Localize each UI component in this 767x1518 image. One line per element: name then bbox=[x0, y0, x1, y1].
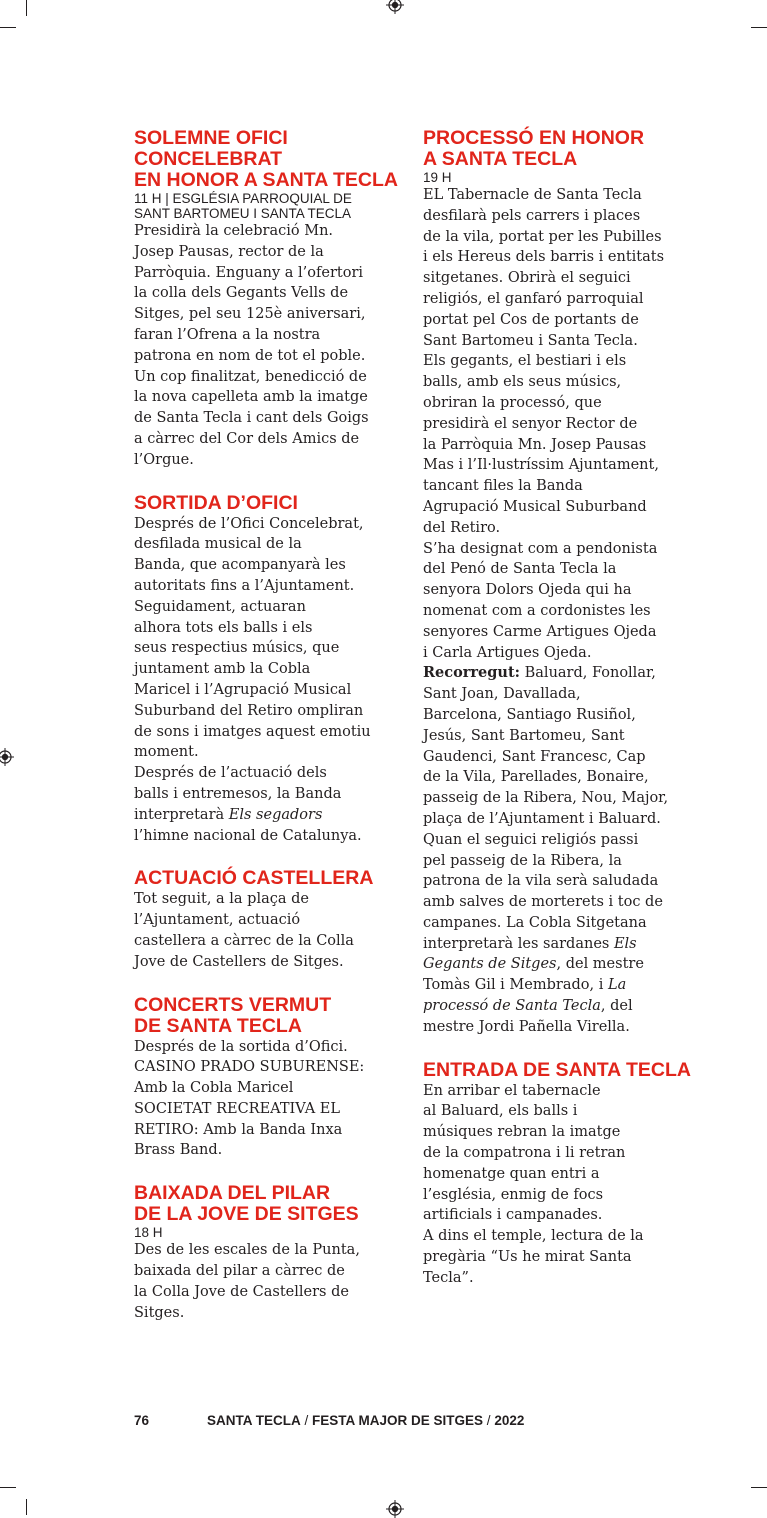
section-title: SORTIDA D’OFICI bbox=[134, 491, 298, 514]
crop-mark bbox=[0, 1487, 16, 1488]
crop-mark bbox=[26, 1499, 27, 1515]
section-sortida-ofici bbox=[134, 493, 402, 847]
right-column bbox=[423, 128, 698, 1289]
left-column bbox=[134, 128, 402, 1323]
section-actuacio-castellera bbox=[134, 868, 402, 972]
section-body: Presidirà la celebració Mn. Josep Pausas, rector de la Parròquia. Enguany a l’ofertori la colla dels Gegants Vells de Sitges, pel seu 125è aniversari, faran l’Ofrena a la nostra patrona en nom de tot el poble. Un cop finalitzat, benedicció de la nova capelleta amb la imatge de Santa Tecla i cant dels Goigs a càrrec del Cor dels Amics de l’Orgue. bbox=[134, 223, 369, 468]
section-body: En arribar el tabernacle al Baluard, els balls i músiques rebran la imatge de la compatrona i li retran homenatge quan entri a l’església, enmig de focs artificials i campanades. A dins el temple, lectura de la pregària “Us he mirat Santa Tecla”. bbox=[423, 1082, 644, 1286]
section-title: ACTUACIÓ CASTELLERA bbox=[134, 867, 374, 890]
registration-mark-icon bbox=[386, 1500, 404, 1518]
crop-mark bbox=[751, 1487, 767, 1488]
section-time-location: 11 H | ESGLÉSIA PARROQUIAL DE SANT BARTOMEU I SANTA TECLA bbox=[134, 191, 352, 221]
section-body: EL Tabernacle de Santa Tecla desfilarà pels carrers i places de la vila, portat per les Pubilles i els Hereus dels barris i entitats sitgetanes. Obrirà el seguici religiós, el ganfaró parroquial portat pel Cos de portants de Sant Bartomeu i Santa Tecla. Els gegants, el bestiari i els balls, amb els seus músics, obriran la processó, que presidirà el senyor Rector de la Parròquia Mn. Josep Pausas Mas i l’Il·lustríssim Ajuntament, tancant files la Banda Agrupació Musical Suburband del Retiro. S’ha designat com a pendonista del Penó de Santa Tecla la senyora Dolors Ojeda qui ha nomenat com a cordonistes les senyores Carme Artigues Ojeda i Carla Artigues Ojeda. Recorregut: Baluard, Fonollar, Sant Joan, Davallada, Barcelona, Santiago Rusiñol, Jesús, Sant Bartomeu, Sant Gaudenci, Sant Francesc, Cap de la Vila, Parellades, Bonaire, passeig de la Ribera, Nou, Major, plaça de l’Ajuntament i Baluard. Quan el seguici religiós passi pel passeig de la Ribera, la patrona de la vila serà saludada amb salves de morterets i toc de campanes. La Cobla Sitgetana interpretarà les sardanes Els Gegants de Sitges, del mestre Tomàs Gil i Membrado, i La processó de Santa Tecla, del mestre Jordi Pañella Virella. bbox=[423, 187, 669, 1035]
section-title: BAIXADA DEL PILAR DE LA JOVE DE SITGES bbox=[134, 1182, 359, 1226]
footer-subtitle: FESTA MAJOR DE SITGES bbox=[312, 1413, 484, 1428]
section-title: ENTRADA DE SANTA TECLA bbox=[423, 1058, 691, 1081]
section-title: SOLEMNE OFICI CONCELEBRAT EN HONOR A SANTA TECLA bbox=[134, 127, 398, 191]
section-body: Després de la sortida d’Ofici. CASINO PRADO SUBURENSE: Amb la Cobla Maricel SOCIETAT RECREATIVA EL RETIRO: Amb la Banda Inxa Brass Band. bbox=[134, 1038, 365, 1159]
section-processo bbox=[423, 128, 698, 1038]
section-title: CONCERTS VERMUT DE SANTA TECLA bbox=[134, 993, 332, 1037]
page-footer: 76 SANTA TECLA / FESTA MAJOR DE SITGES / 2022 bbox=[134, 1413, 525, 1428]
section-body: Tot seguit, a la plaça de l’Ajuntament, actuació castellera a càrrec de la Colla Jove de Castellers de Sitges. bbox=[134, 891, 354, 970]
crop-mark bbox=[751, 27, 767, 28]
footer-title: SANTA TECLA bbox=[207, 1413, 301, 1428]
section-body: Des de les escales de la Punta, baixada del pilar a càrrec de la Colla Jove de Castellers de Sitges. bbox=[134, 1242, 360, 1321]
registration-mark-icon bbox=[386, 0, 404, 14]
section-time: 18 H bbox=[134, 1225, 163, 1241]
section-concerts-vermut bbox=[134, 995, 402, 1162]
route-label: Recorregut: bbox=[423, 664, 521, 682]
footer-year: 2022 bbox=[494, 1413, 525, 1428]
registration-mark-icon bbox=[0, 748, 14, 766]
section-entrada-santa-tecla bbox=[423, 1060, 698, 1289]
section-time: 19 H bbox=[423, 170, 452, 185]
section-baixada-pilar bbox=[134, 1183, 402, 1323]
song-title: Els segadors bbox=[228, 806, 323, 823]
crop-mark bbox=[26, 0, 27, 16]
crop-mark bbox=[0, 27, 16, 28]
section-body: Després de l’Ofici Concelebrat, desfilada musical de la Banda, que acompanyarà les autoritats fins a l’Ajuntament. Seguidament, actuaran alhora tots els balls i els seus respectius músics, que juntament amb la Cobla Maricel i l’Agrupació Musical Suburband del Retiro ompliran de sons i imatges aquest emotiu moment. Després de l’actuació dels balls i entremesos, la Banda interpretarà Els segadors l’himne nacional de Catalunya. bbox=[134, 515, 371, 844]
section-title: PROCESSÓ EN HONOR A SANTA TECLA bbox=[423, 127, 645, 170]
section-solemne-ofici bbox=[134, 128, 402, 471]
page-number: 76 bbox=[134, 1413, 150, 1428]
